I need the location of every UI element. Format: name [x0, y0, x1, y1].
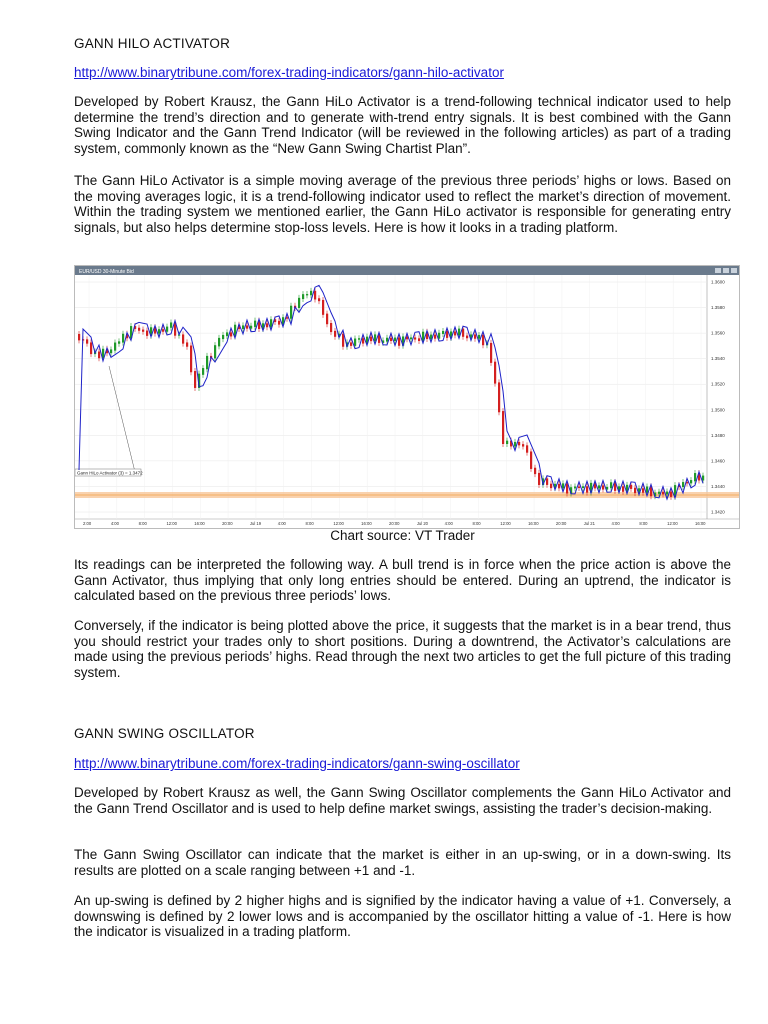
time-tick-label: 12:00	[166, 521, 177, 526]
candle-body	[574, 486, 576, 488]
time-tick-label: 12:00	[500, 521, 511, 526]
candle-body	[414, 337, 416, 339]
candle-body	[690, 480, 692, 483]
candle-body	[558, 484, 560, 488]
candle-body	[454, 331, 456, 335]
time-tick-label: 8:00	[305, 521, 314, 526]
candle-body	[230, 332, 232, 336]
swing-paragraph-3: An up-swing is defined by 2 higher highs and is signified by the indicator having a value of +1. Conversely, a downswing is defined by 2 lower lows and is accompanied by the oscillator hitting a value of -1. Here is how the indicator is visualized in a trading platform.	[74, 893, 731, 940]
price-tick-label: 1.3600	[711, 279, 725, 285]
price-tick-label: 1.3560	[711, 330, 725, 336]
candle-body	[466, 336, 468, 339]
candle-body	[306, 294, 308, 295]
time-tick-label: 4:00	[277, 521, 286, 526]
candle-body	[410, 337, 412, 339]
section-heading-swing: GANN SWING OSCILLATOR	[74, 726, 255, 741]
candle-body	[362, 338, 364, 343]
hilo-paragraph-3: Its readings can be interpreted the following way. A bull trend is in force when the price action is above the Gann Activator, thus implying that only long entries should be entered. During an uptrend, the indicator is calculated based on the previous three periods’ lows.	[74, 557, 731, 604]
candle-body	[242, 325, 244, 329]
time-tick-label: 8:00	[138, 521, 147, 526]
candle-body	[302, 294, 304, 299]
candle-body	[586, 486, 588, 492]
candle-body	[666, 492, 668, 495]
price-tick-label: 1.3500	[711, 407, 725, 413]
candle-body	[78, 334, 80, 340]
candle-body	[110, 349, 112, 353]
candle-body	[442, 331, 444, 334]
candle-body	[98, 352, 100, 359]
candle-body	[330, 323, 332, 332]
candle-body	[490, 343, 492, 363]
time-tick-label: 20:00	[555, 521, 567, 526]
candle-body	[478, 335, 480, 339]
candle-body	[138, 328, 140, 331]
candle-body	[322, 300, 324, 315]
price-tick-label: 1.3520	[711, 381, 725, 387]
price-tick-labels	[711, 280, 725, 515]
price-tick-label: 1.3580	[711, 305, 725, 311]
candle-body	[598, 485, 600, 488]
chart-title-text: EUR/USD 30-Minute Bid	[79, 269, 134, 275]
candle-body	[314, 291, 316, 300]
candle-body	[434, 335, 436, 339]
candle-body	[90, 342, 92, 354]
candle-body	[578, 486, 580, 488]
time-tick-label: 2:00	[83, 521, 92, 526]
candle-body	[142, 330, 144, 332]
candle-body	[662, 492, 664, 495]
candle-body	[602, 485, 604, 489]
time-tick-label: 8:00	[472, 521, 481, 526]
hilo-link[interactable]: http://www.binarytribune.com/forex-trading-indicators/gann-hilo-activator	[74, 65, 504, 80]
time-tick-label: Jul 19	[249, 521, 262, 526]
time-tick-label: 4:00	[110, 521, 119, 526]
candle-body	[162, 329, 164, 332]
candle-body	[326, 314, 328, 325]
candle-body	[482, 335, 484, 345]
candle-body	[226, 332, 228, 336]
candle-body	[658, 492, 660, 494]
candle-body	[506, 441, 508, 444]
hilo-paragraph-4: Conversely, if the indicator is being plotted above the price, it suggests that the market is in a bear trend, thus you should restrict your trades only to short positions. During a downtrend, the Activator’s calculations are made using the previous periods’ highs. Read through the next two articles to get the full picture of this trading system.	[74, 618, 731, 680]
candle-body	[118, 341, 120, 343]
candle-body	[354, 339, 356, 346]
candle-body	[214, 345, 216, 358]
candle-body	[146, 331, 148, 336]
candle-body	[358, 338, 360, 340]
candle-body	[610, 482, 612, 488]
candle-body	[318, 298, 320, 301]
section-heading-hilo: GANN HILO ACTIVATOR	[74, 36, 231, 51]
candle-body	[670, 492, 672, 497]
price-tick-label: 1.3420	[711, 509, 725, 515]
candle-body	[202, 368, 204, 375]
trading-chart-drawing	[75, 266, 739, 528]
time-tick-label: Jul 21	[583, 521, 595, 526]
candle-body	[562, 483, 564, 488]
candle-body	[166, 327, 168, 332]
candle-body	[298, 298, 300, 308]
time-tick-label: 8:00	[639, 521, 648, 526]
candle-body	[418, 338, 420, 341]
time-tick-label: Jul 20	[416, 521, 429, 526]
candle-body	[474, 334, 476, 338]
candle-body	[122, 334, 124, 343]
chart-caption: Chart source: VT Trader	[330, 528, 475, 543]
hilo-paragraph-2: The Gann HiLo Activator is a simple moving average of the previous three periods’ highs or lows. Based on the moving averages logic, it is a trend-following indicator used to reflect the market’s direction of movement. Within the trading system we mentioned earlier, the Gann HiLo activator is responsible for generating entry signals, but also helps determine stop-loss levels. Here is how it looks in a trading platform.	[74, 173, 731, 235]
candle-body	[538, 473, 540, 485]
candle-body	[246, 325, 248, 328]
swing-paragraph-1: Developed by Robert Krausz as well, the Gann Swing Oscillator complements the Gann HiLo Activator and the Gann Trend Oscillator and is used to help define market swings, assisting the trader’s decision-making.	[74, 785, 731, 816]
candle-body	[622, 486, 624, 491]
price-tick-label: 1.3460	[711, 458, 725, 464]
candle-body	[194, 371, 196, 388]
swing-paragraph-2: The Gann Swing Oscillator can indicate that the market is either in an up-swing, or in a down-swing. Its results are plotted on a scale ranging between +1 and -1.	[74, 847, 731, 878]
candle-body	[394, 338, 396, 341]
time-tick-label: 4:00	[444, 521, 453, 526]
time-tick-label: 16:00	[528, 521, 539, 526]
candle-body	[398, 338, 400, 346]
candle-body	[642, 488, 644, 492]
candle-body	[266, 323, 268, 327]
time-tick-labels	[83, 521, 706, 526]
candle-body	[350, 342, 352, 345]
candle-body	[186, 342, 188, 346]
candle-body	[546, 478, 548, 485]
candle-body	[550, 484, 552, 488]
candle-body	[86, 339, 88, 343]
indicator-label-text: Gann HiLo Activator (3) = 1.3472	[77, 470, 143, 476]
chart-window-button	[715, 268, 721, 273]
candle-body	[278, 321, 280, 325]
candle-body	[530, 451, 532, 468]
time-tick-label: 4:00	[611, 521, 620, 526]
candle-body	[514, 442, 516, 447]
candle-body	[534, 468, 536, 474]
time-tick-label: 12:00	[667, 521, 678, 526]
candle-body	[682, 482, 684, 487]
candle-body	[334, 331, 336, 337]
candle-body	[290, 306, 292, 319]
chart-title-bar	[75, 266, 739, 275]
chart-window-button	[723, 268, 729, 273]
price-tick-label: 1.3540	[711, 356, 725, 362]
candle-body	[254, 321, 256, 327]
trading-chart-image	[74, 265, 740, 529]
candle-body	[206, 356, 208, 369]
hilo-paragraph-1: Developed by Robert Krausz, the Gann HiLo Activator is a trend-following technical indicator used to help determine the trend’s direction and to generate with-trend entry signals. It is best combined with the Gann Swing Indicator and the Gann Trend Indicator (will be reviewed in the following articles) as part of a trading system, commonly known as the “New Gann Swing Chartist Plan”.	[74, 94, 731, 156]
candle-body	[630, 485, 632, 489]
time-tick-label: 12:00	[333, 521, 344, 526]
candle-body	[390, 338, 392, 341]
swing-link[interactable]: http://www.binarytribune.com/forex-trading-indicators/gann-swing-oscillator	[74, 756, 520, 771]
price-tick-label: 1.3440	[711, 483, 725, 489]
candle-body	[646, 487, 648, 493]
candle-body	[310, 291, 312, 295]
candle-body	[582, 486, 584, 488]
candle-body	[502, 411, 504, 444]
candle-body	[518, 442, 520, 445]
candle-body	[522, 444, 524, 446]
candle-body	[498, 382, 500, 412]
candle-body	[370, 337, 372, 342]
time-tick-label: 20:00	[389, 521, 400, 526]
candle-body	[114, 343, 116, 351]
candle-body	[182, 334, 184, 343]
candle-body	[634, 488, 636, 493]
candle-body	[218, 338, 220, 346]
time-tick-label: 16:00	[194, 521, 205, 526]
candle-body	[190, 346, 192, 373]
candle-body	[222, 335, 224, 339]
time-tick-label: 20:00	[222, 521, 233, 526]
time-tick-label: 16:00	[695, 521, 706, 526]
candle-body	[170, 322, 172, 327]
candle-body	[526, 445, 528, 452]
price-tick-label: 1.3480	[711, 432, 725, 438]
candle-body	[694, 473, 696, 481]
chart-window-button	[731, 268, 737, 273]
candle-body	[702, 476, 704, 481]
time-tick-label: 16:00	[361, 521, 372, 526]
candle-body	[494, 362, 496, 384]
